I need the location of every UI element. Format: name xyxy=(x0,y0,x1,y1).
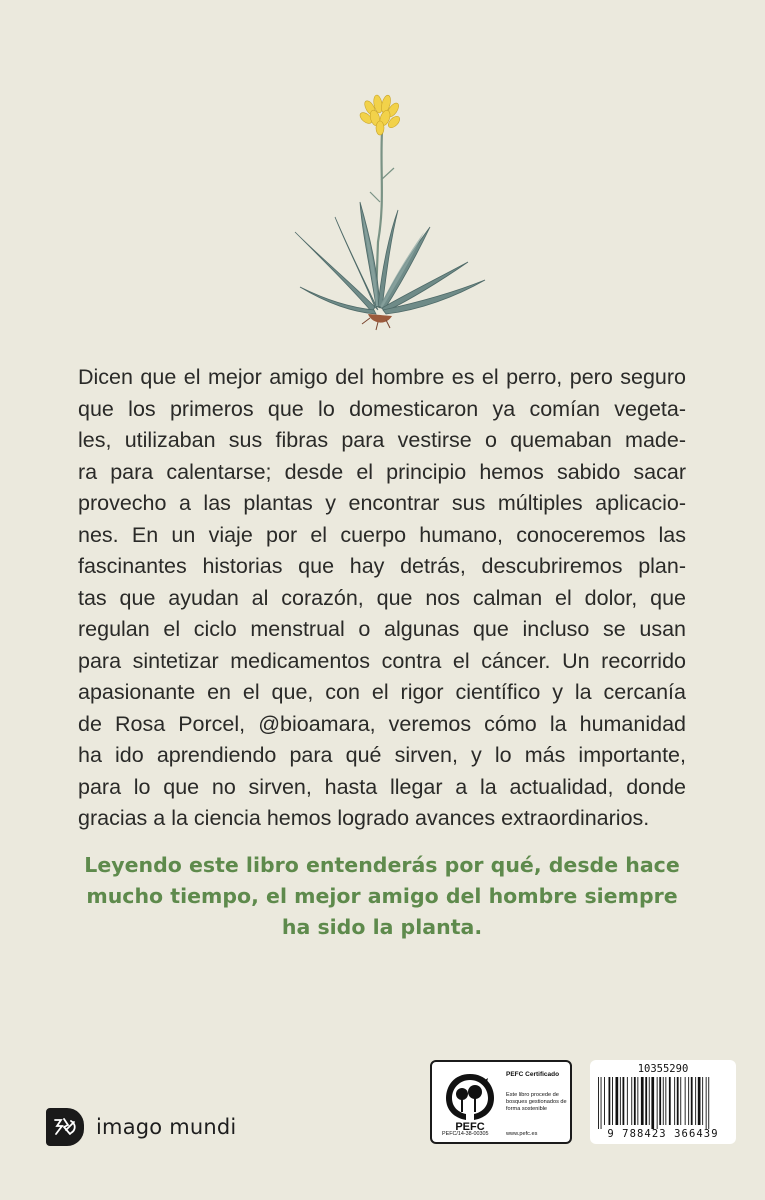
blurb-line: ha ido aprendiendo para qué sirven, y lo más importante, xyxy=(78,743,686,767)
imago-mundi-logo-icon xyxy=(46,1108,84,1146)
barcode-bar xyxy=(623,1077,625,1125)
barcode-bar xyxy=(702,1077,703,1125)
barcode-bar xyxy=(612,1077,613,1125)
pefc-certification-label xyxy=(430,1060,572,1144)
barcode-bar xyxy=(695,1077,696,1125)
back-cover-blurb xyxy=(78,362,686,835)
barcode-bar xyxy=(698,1077,701,1125)
blurb-line: provecho a las plantas y encontrar sus múltiples aplicacio- xyxy=(78,491,686,515)
barcode-bar xyxy=(669,1077,671,1125)
barcode-bar xyxy=(641,1077,644,1125)
pefc-code: PEFC/14-38-00305 xyxy=(442,1131,489,1137)
blurb-line: para sintetizar medicamentos contra el cáncer. Un recorrido xyxy=(78,648,686,673)
barcode-bar xyxy=(657,1077,658,1129)
pefc-logo-text: PEFC xyxy=(455,1121,485,1132)
barcode-bar xyxy=(634,1077,636,1125)
barcode-bar xyxy=(651,1077,654,1129)
blurb-line: fascinantes historias que hay detrás, descubriremos plan- xyxy=(78,554,686,578)
blurb-line: nes. En un viaje por el cuerpo humano, conoceremos las xyxy=(78,522,686,547)
blurb-line: Dicen que el mejor amigo del hombre es el perro, pero seguro xyxy=(78,365,686,389)
blurb-line: de Rosa Porcel, @bioamara, veremos cómo la humanidad xyxy=(78,711,686,736)
barcode-bar xyxy=(691,1077,693,1125)
pefc-logo-icon xyxy=(442,1070,498,1132)
barcode-bar xyxy=(665,1077,666,1125)
blurb-line: para lo que no sirven, hasta llegar a la actualidad, donde xyxy=(78,774,686,799)
barcode-bar xyxy=(620,1077,621,1125)
pefc-description: Este libro procede de bosques gestionados de forma sostenible xyxy=(506,1092,567,1113)
barcode-bar xyxy=(601,1077,602,1129)
barcode-bar xyxy=(631,1077,632,1125)
barcode-bar xyxy=(627,1077,628,1125)
barcode-bar xyxy=(677,1077,679,1125)
barcode-bar xyxy=(637,1077,638,1125)
barcode-bar xyxy=(616,1077,619,1125)
barcode-bars xyxy=(596,1077,730,1129)
blurb-line: apasionante en el que, con el rigor científico y la cercanía xyxy=(78,680,686,704)
blurb-line: ra para calentarse; desde el principio hemos sabido sacar xyxy=(78,459,686,484)
pefc-title: PEFC Certificado xyxy=(506,1071,560,1078)
publisher-name: imago mundi xyxy=(96,1115,237,1139)
blurb-line: les, utilizaban sus fibras para vestirse o quemaban made- xyxy=(78,428,686,452)
pefc-url: www.pefc.es xyxy=(506,1131,538,1137)
barcode-ref-number: 10355290 xyxy=(637,1063,689,1075)
tagline-line: Leyendo este libro entenderás por qué, desde hace xyxy=(84,853,680,877)
barcode-bar xyxy=(598,1077,599,1129)
tagline-line: mucho tiempo, el mejor amigo del hombre siempre xyxy=(86,884,678,908)
barcode-bar xyxy=(680,1077,681,1125)
blurb-line: que los primeros que lo domesticaron ya comían vegeta- xyxy=(78,396,686,421)
blurb-line: regulan el ciclo menstrual o algunas que incluso se usan xyxy=(78,617,686,641)
tagline xyxy=(78,850,686,943)
barcode-bar xyxy=(649,1077,650,1125)
barcode-bar xyxy=(688,1077,689,1125)
isbn-number: 9 788423 366439 xyxy=(607,1128,719,1140)
barcode-bar xyxy=(685,1077,686,1125)
tagline-line: ha sido la planta. xyxy=(281,915,483,939)
publisher xyxy=(46,1108,236,1146)
barcode-bar xyxy=(659,1077,661,1125)
barcode-bar xyxy=(663,1077,664,1125)
barcode-bar xyxy=(609,1077,611,1125)
barcode-bar xyxy=(706,1077,707,1129)
isbn-barcode xyxy=(590,1060,736,1144)
barcode-bar xyxy=(604,1077,605,1125)
barcode-bar xyxy=(708,1077,709,1129)
barcode-bar xyxy=(674,1077,675,1125)
blurb-line: tas que ayudan al corazón, que nos calman el dolor, que xyxy=(78,585,686,610)
blurb-line: gracias a la ciencia hemos logrado avances extraordinarios. xyxy=(78,806,650,830)
barcode-bar xyxy=(645,1077,647,1125)
aloe-plant-illustration xyxy=(290,92,490,332)
